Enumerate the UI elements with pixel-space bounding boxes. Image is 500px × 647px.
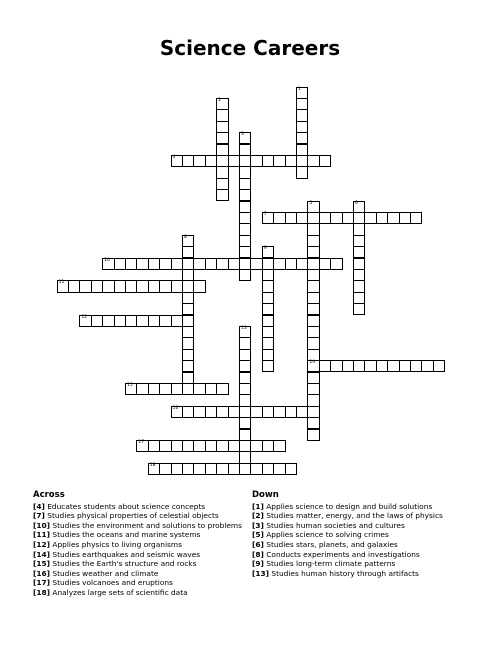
clue-number: [13] — [252, 568, 270, 578]
cell-number: 2 — [218, 97, 222, 103]
clue-number: [5] — [252, 530, 264, 540]
clue-text: Studies long-term climate patterns — [263, 559, 396, 569]
clue-text: Studies physical properties of celestial objects — [44, 511, 219, 521]
across-clues — [33, 491, 242, 598]
down-clue — [252, 559, 443, 569]
cell-number: 16 — [172, 405, 179, 411]
across-clue — [33, 550, 242, 560]
clue-text: Studies volcanoes and eruptions — [50, 578, 173, 588]
clue-text: Educates students about science concepts — [44, 501, 206, 511]
cell-number: 13 — [241, 325, 247, 331]
clue-text: Studies human history through artifacts — [269, 568, 419, 578]
grid-cell[interactable] — [262, 360, 274, 372]
clue-number: [3] — [252, 520, 264, 530]
down-clue-list — [252, 502, 443, 579]
down-clue — [252, 530, 443, 540]
cell-number: 10 — [104, 257, 110, 263]
grid-cell[interactable] — [250, 258, 262, 270]
grid-cell[interactable] — [285, 463, 297, 475]
down-clue — [252, 569, 443, 579]
grid-cell[interactable] — [171, 383, 183, 395]
clue-text: Applies physics to living organisms — [50, 539, 182, 549]
cell-number: 14 — [309, 360, 316, 366]
clue-number: [9] — [252, 559, 264, 569]
clue-text: Analyzes large sets of scientific data — [50, 587, 188, 597]
down-clue — [252, 550, 443, 560]
clue-number: [6] — [252, 539, 264, 549]
grid-cell[interactable] — [296, 166, 308, 178]
down-clues — [252, 491, 443, 578]
cell-number: 7 — [263, 211, 267, 217]
cell-number: 12 — [81, 314, 88, 320]
grid-cell[interactable] — [193, 280, 205, 292]
grid-cell[interactable] — [353, 303, 365, 315]
clue-text: Studies stars, planets, and galaxies — [263, 539, 398, 549]
clue-number: [15] — [33, 559, 51, 569]
down-heading: Down — [252, 490, 279, 500]
across-heading: Across — [33, 490, 65, 500]
down-clue — [252, 502, 443, 512]
clue-text: Studies human societies and cultures — [263, 520, 405, 530]
across-clue — [33, 559, 242, 569]
cell-number: 3 — [241, 132, 244, 138]
clue-text: Studies the Earth's structure and rocks — [50, 559, 197, 569]
clue-text: Applies science to solving crimes — [263, 530, 389, 540]
down-clue — [252, 521, 443, 531]
grid-cell[interactable] — [273, 440, 285, 452]
clue-text: Studies matter, energy, and the laws of physics — [263, 511, 443, 521]
grid-cell[interactable] — [319, 155, 331, 167]
clue-number: [2] — [252, 511, 264, 521]
clue-number: [8] — [252, 549, 264, 559]
grid-cell[interactable] — [205, 155, 217, 167]
clue-number: [7] — [33, 511, 45, 521]
cell-number: 5 — [309, 200, 313, 206]
clue-text: Studies weather and climate — [50, 568, 159, 578]
across-clue — [33, 511, 242, 521]
clue-number: [1] — [252, 501, 264, 511]
grid-cell[interactable] — [171, 280, 183, 292]
cell-number: 15 — [127, 382, 133, 388]
grid-cell[interactable] — [239, 269, 251, 281]
cell-number: 18 — [149, 462, 156, 468]
grid-cell[interactable] — [171, 315, 183, 327]
clue-number: [4] — [33, 501, 45, 511]
clue-text: Conducts experiments and investigations — [263, 549, 420, 559]
grid-cell[interactable] — [307, 429, 319, 441]
across-clue — [33, 569, 242, 579]
across-clue — [33, 540, 242, 550]
grid-cell[interactable] — [228, 440, 240, 452]
across-clue — [33, 588, 242, 598]
grid-cell[interactable] — [228, 406, 240, 418]
across-clue — [33, 521, 242, 531]
clue-text: Applies science to design and build solutions — [263, 501, 433, 511]
puzzle-title: Science Careers — [159, 36, 341, 60]
grid-cell[interactable] — [216, 383, 228, 395]
grid-cell[interactable] — [296, 258, 308, 270]
across-clue — [33, 578, 242, 588]
clue-number: [11] — [33, 530, 51, 540]
across-clue — [33, 530, 242, 540]
clue-number: [12] — [33, 539, 51, 549]
clue-number: [16] — [33, 568, 51, 578]
clue-number: [10] — [33, 520, 51, 530]
clue-text: Studies earthquakes and seismic waves — [50, 549, 201, 559]
cell-number: 11 — [58, 280, 65, 286]
cell-number: 6 — [355, 200, 358, 206]
grid-cell[interactable] — [410, 212, 422, 224]
grid-cell[interactable] — [342, 212, 354, 224]
grid-cell[interactable] — [228, 155, 240, 167]
grid-cell[interactable] — [285, 155, 297, 167]
grid-cell[interactable] — [171, 258, 183, 270]
clue-number: [18] — [33, 587, 51, 597]
cell-number: 4 — [172, 154, 176, 160]
grid-cell[interactable] — [228, 258, 240, 270]
down-clue — [252, 540, 443, 550]
clue-text: Studies the environment and solutions to problems — [50, 520, 242, 530]
across-clue-list — [33, 502, 242, 598]
cell-number: 1 — [298, 86, 301, 92]
clue-text: Studies the oceans and marine systems — [50, 530, 201, 540]
grid-cell[interactable] — [330, 258, 342, 270]
grid-cell[interactable] — [433, 360, 445, 372]
grid-cell[interactable] — [296, 212, 308, 224]
cell-number: 8 — [184, 234, 187, 240]
cell-number: 9 — [263, 246, 267, 252]
grid-cell[interactable] — [296, 406, 308, 418]
clue-number: [17] — [33, 578, 51, 588]
across-clue — [33, 502, 242, 512]
down-clue — [252, 511, 443, 521]
grid-cell[interactable] — [216, 189, 228, 201]
clue-number: [14] — [33, 549, 51, 559]
cell-number: 17 — [138, 439, 145, 445]
